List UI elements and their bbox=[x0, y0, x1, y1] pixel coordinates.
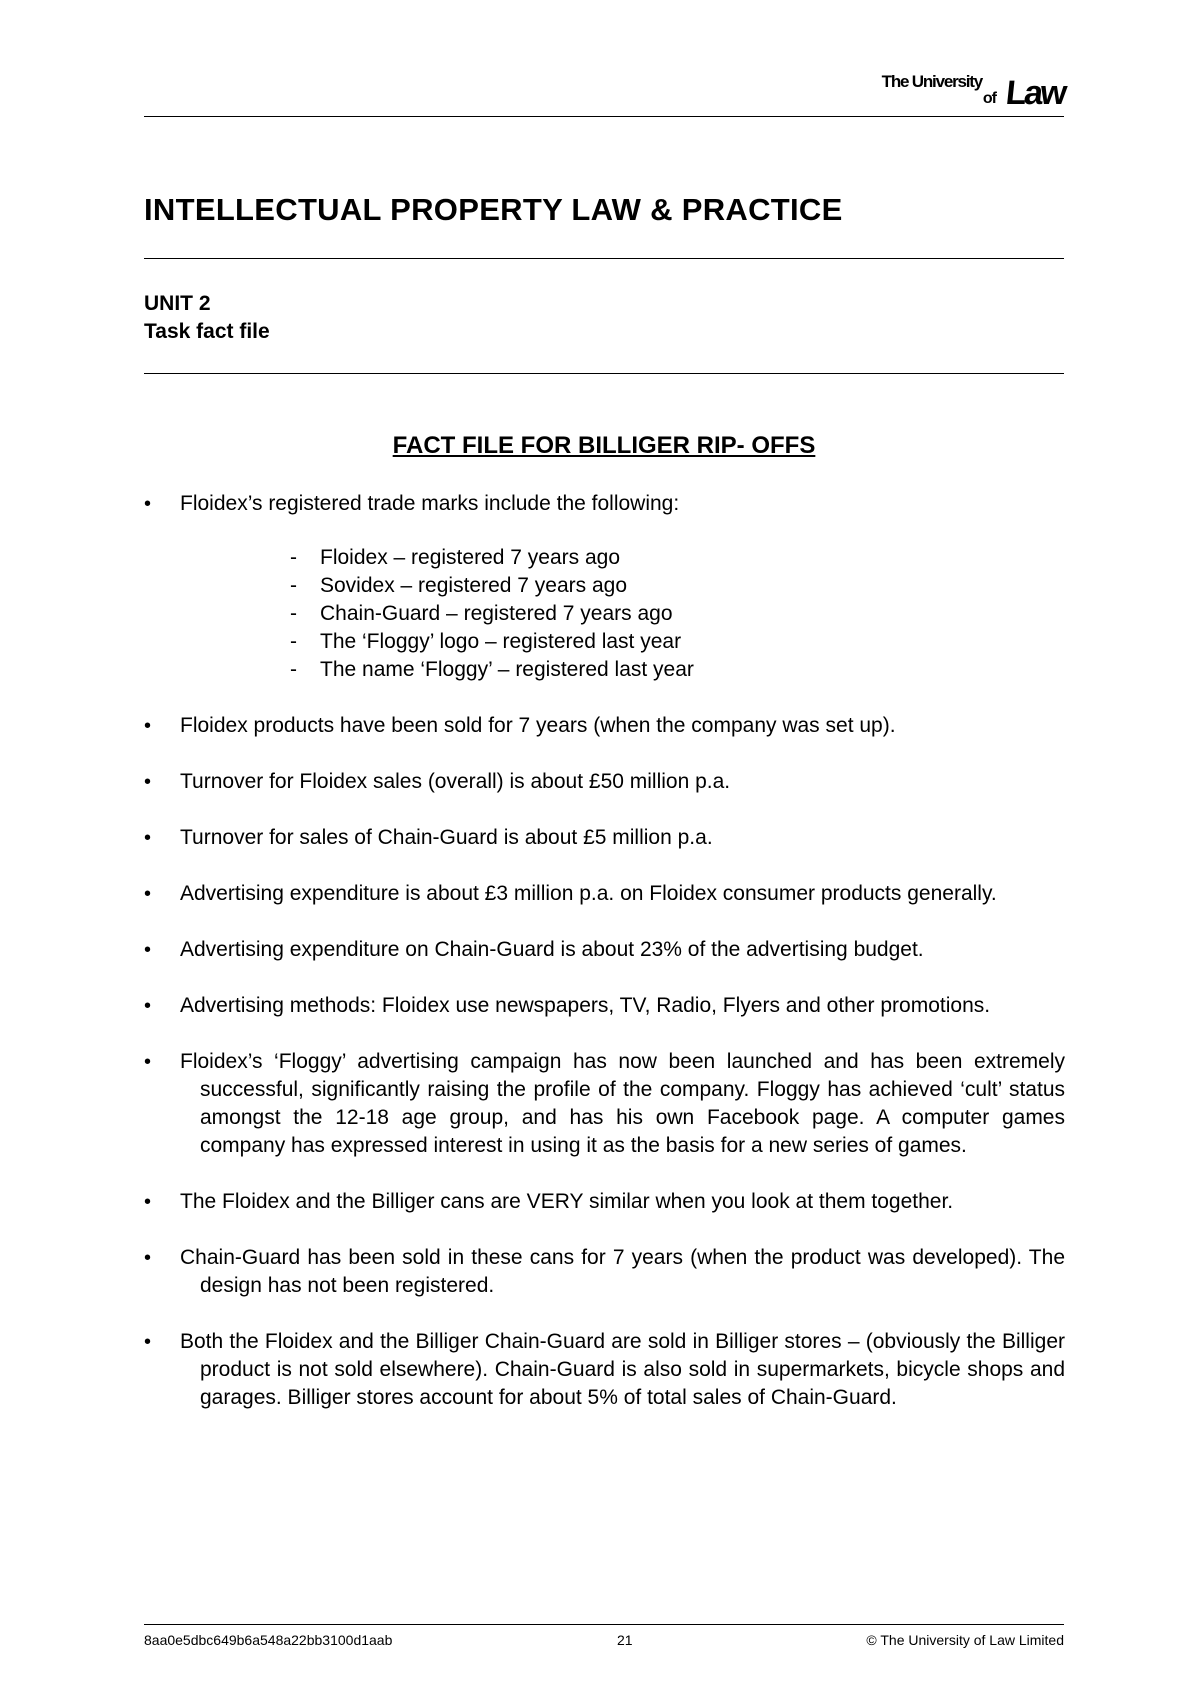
dash-icon: - bbox=[290, 546, 297, 569]
fact-item bbox=[144, 1244, 1065, 1300]
fact-list bbox=[144, 490, 1065, 1440]
fact-item bbox=[144, 992, 1065, 1020]
trade-mark-text: Sovidex – registered 7 years ago bbox=[320, 574, 628, 597]
fact-text: Advertising expenditure on Chain-Guard is about 23% of the advertising budget. bbox=[180, 938, 924, 961]
fact-text: Floidex products have been sold for 7 years (when the company was set up). bbox=[180, 714, 896, 737]
fact-text: The Floidex and the Billiger cans are VERY similar when you look at them together. bbox=[180, 1190, 954, 1213]
fact-item bbox=[144, 1188, 1065, 1216]
fact-item bbox=[144, 824, 1065, 852]
trade-mark-item bbox=[290, 572, 1065, 600]
trade-mark-item bbox=[290, 544, 1065, 572]
logo-of-text: of bbox=[982, 90, 996, 107]
bullet-icon: • bbox=[144, 1051, 152, 1073]
bullet-icon: • bbox=[144, 939, 152, 961]
logo-law-text: Law bbox=[1003, 74, 1067, 112]
unit-label: UNIT 2 bbox=[144, 292, 211, 315]
dash-icon: - bbox=[290, 574, 297, 597]
fact-item bbox=[144, 936, 1065, 964]
university-of-law-logo bbox=[844, 68, 1067, 112]
fact-text: Advertising methods: Floidex use newspapers, TV, Radio, Flyers and other promotions. bbox=[180, 994, 991, 1017]
bullet-icon: • bbox=[144, 883, 152, 905]
fact-item bbox=[144, 880, 1065, 908]
fact-text: Floidex’s registered trade marks include the following: bbox=[180, 492, 680, 515]
dash-icon: - bbox=[290, 658, 297, 681]
trade-mark-sublist bbox=[180, 544, 1065, 684]
document-id: 8aa0e5dbc649b6a548a22bb3100d1aab bbox=[144, 1632, 393, 1648]
trade-mark-text: The ‘Floggy’ logo – registered last year bbox=[320, 630, 682, 653]
fact-text: Both the Floidex and the Billiger Chain-Guard are sold in Billiger stores – (obviously the Billiger product is not sold elsewhere). Chain-Guard is also sold in supermarkets, bicycle shops and garages. Billiger stores account for about 5% of total sales of Chain-Guard. bbox=[180, 1330, 1065, 1409]
page-number: 21 bbox=[617, 1632, 633, 1648]
bullet-icon: • bbox=[144, 995, 152, 1017]
bullet-icon: • bbox=[144, 1247, 152, 1269]
trade-mark-item bbox=[290, 656, 1065, 684]
fact-item bbox=[144, 712, 1065, 740]
fact-text: Floidex’s ‘Floggy’ advertising campaign has now been launched and has been extremely successful, significantly raising the profile of the company. Floggy has achieved ‘cult’ status amongst the 12-18 age group, and has his own Facebook page. A computer games company has expressed interest in using it as the basis for a new series of games. bbox=[180, 1050, 1065, 1157]
trade-mark-text: Chain-Guard – registered 7 years ago bbox=[320, 602, 673, 625]
fact-text: Chain-Guard has been sold in these cans for 7 years (when the product was developed). The design has not been registered. bbox=[180, 1246, 1065, 1297]
fact-item bbox=[144, 490, 1065, 684]
trade-mark-text: Floidex – registered 7 years ago bbox=[320, 546, 620, 569]
bullet-icon: • bbox=[144, 715, 152, 737]
fact-file-heading: FACT FILE FOR BILLIGER RIP- OFFS bbox=[392, 432, 816, 459]
footer-rule bbox=[144, 1624, 1064, 1625]
dash-icon: - bbox=[290, 602, 297, 625]
logo-top-text: The University bbox=[881, 72, 982, 91]
fact-text: Turnover for sales of Chain-Guard is about £5 million p.a. bbox=[180, 826, 713, 849]
bullet-icon: • bbox=[144, 827, 152, 849]
unit-rule bbox=[144, 373, 1064, 374]
unit-block bbox=[144, 290, 270, 346]
copyright-notice: © The University of Law Limited bbox=[866, 1632, 1064, 1648]
task-subtitle: Task fact file bbox=[144, 320, 270, 343]
fact-item bbox=[144, 768, 1065, 796]
trade-mark-item bbox=[290, 628, 1065, 656]
dash-icon: - bbox=[290, 630, 297, 653]
bullet-icon: • bbox=[144, 1191, 152, 1213]
fact-text: Turnover for Floidex sales (overall) is about £50 million p.a. bbox=[180, 770, 731, 793]
bullet-icon: • bbox=[144, 1331, 152, 1353]
trade-mark-text: The name ‘Floggy’ – registered last year bbox=[320, 658, 694, 681]
bullet-icon: • bbox=[144, 771, 152, 793]
fact-text: Advertising expenditure is about £3 million p.a. on Floidex consumer products generally. bbox=[180, 882, 997, 905]
page-footer bbox=[144, 1632, 1064, 1648]
fact-item bbox=[144, 1328, 1065, 1412]
title-rule bbox=[144, 258, 1064, 259]
course-title: INTELLECTUAL PROPERTY LAW & PRACTICE bbox=[144, 192, 843, 227]
fact-item bbox=[144, 1048, 1065, 1160]
bullet-icon: • bbox=[144, 493, 152, 515]
trade-mark-item bbox=[290, 600, 1065, 628]
header-rule bbox=[144, 116, 1064, 117]
